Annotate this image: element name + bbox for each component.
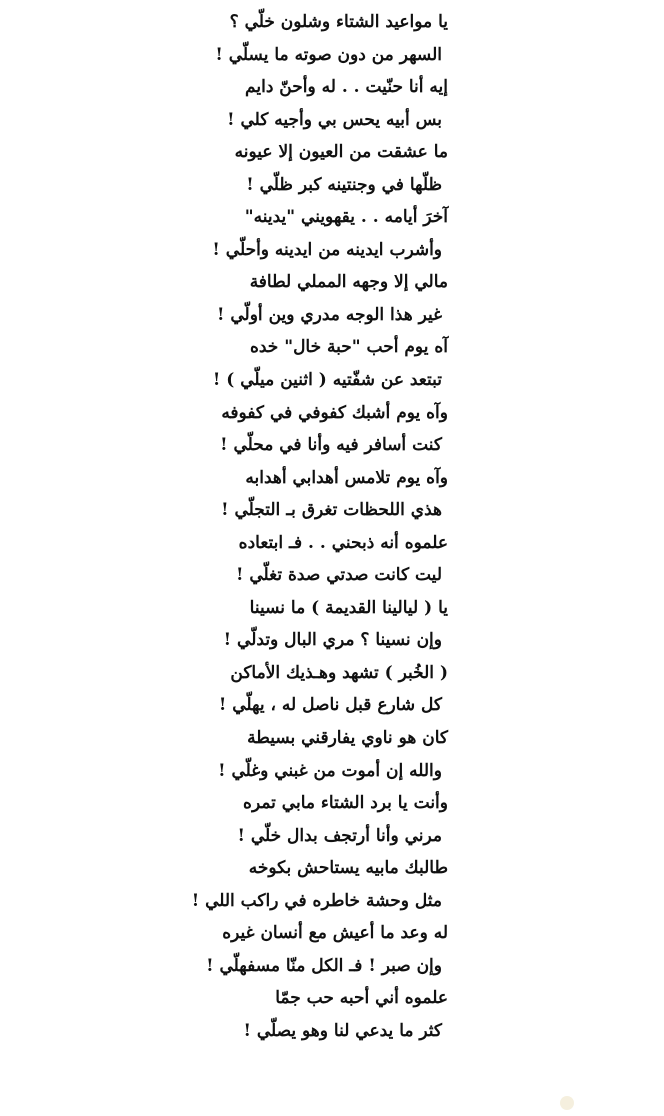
poem-line-11: آه يوم أحب "حبة خال" خده xyxy=(249,337,448,358)
poem-line-29: له وعد ما أعيش مع أنسان غيره xyxy=(222,923,448,944)
poem-line-19: يا ( ليالينا القديمة ) ما نسينا xyxy=(249,597,448,618)
poem-line-2: السهر من دون صوته ما يسلّي ! xyxy=(215,44,442,65)
poem-line-30: وإن صبر ! فـ الكل منّا مسفهلّي ! xyxy=(206,955,442,976)
poem-line-17: علموه أنه ذبحني . . فـ ابتعاده xyxy=(238,532,448,553)
poem-line-20: وإن نسينا ؟ مري البال وتدلّي ! xyxy=(223,630,442,651)
poem-line-13: وآه يوم أشبك كفوفي في كفوفه xyxy=(221,402,448,423)
poem-line-16: هذي اللحظات تغرق بـ التجلّي ! xyxy=(221,500,442,521)
poem-line-3: إيه أنا حنّيت . . له وأحنّ دايم xyxy=(245,77,448,98)
poem-page xyxy=(0,6,664,1110)
poem-line-24: والله إن أموت من غبني وغلّي ! xyxy=(218,760,442,781)
poem-line-28: مثل وحشة خاطره في راكب اللي ! xyxy=(191,890,442,911)
poem-line-1: يا مواعيد الشتاء وشلون خلّي ؟ xyxy=(229,12,448,32)
poem-line-10: غير هذا الوجه مدري وين أولّي ! xyxy=(216,304,442,325)
poem-line-8: وأشرب ايدينه من ايدينه وأحلّي ! xyxy=(212,239,442,260)
poem-line-18: ليت كانت صدتي صدة تغلّي ! xyxy=(235,565,442,586)
poem-line-4: بس أبيه يحس بي وأجيه كلي ! xyxy=(227,109,442,130)
poem-line-7: آخرَ أيامه . . يقهويني "يدينه" xyxy=(244,207,448,228)
poem-line-26: مرني وأنا أرتجف بدال خلّي ! xyxy=(237,825,442,846)
poem-line-22: كل شارع قبل ناصل له ، يهلّي ! xyxy=(218,695,442,716)
poem-line-6: ظلّها في وجنتينه كبر ظلّي ! xyxy=(246,174,442,195)
poem-line-25: وأنت يا برد الشتاء مابي تمره xyxy=(243,793,448,814)
poem-line-32: كثر ما يدعي لنا وهو يصلّي ! xyxy=(243,1020,442,1041)
poem-line-14: كنت أسافر فيه وأنا في محلّي ! xyxy=(220,435,442,456)
poem-line-9: مالي إلا وجهه المملي لطافة xyxy=(249,272,448,293)
poem-line-31: علموه أني أحبه حب جمّا xyxy=(275,988,448,1009)
poem-line-12: تبتعد عن شفّتيه ( اثنين ميلّي ) ! xyxy=(212,370,442,391)
poem-line-5: ما عشقت من العيون إلا عيونه xyxy=(234,142,448,163)
poem-line-27: طالبك مابيه يستاحش بكوخه xyxy=(248,858,448,879)
poem-line-23: كان هو ناوي يفارقني بسيطة xyxy=(247,728,448,749)
decorative-dot xyxy=(560,1096,574,1110)
poem-line-21: ( الخُبر ) تشهد وهـذيك الأماكن xyxy=(230,662,448,683)
poem-line-15: وآه يوم تلامس أهدابي أهدابه xyxy=(245,467,448,488)
